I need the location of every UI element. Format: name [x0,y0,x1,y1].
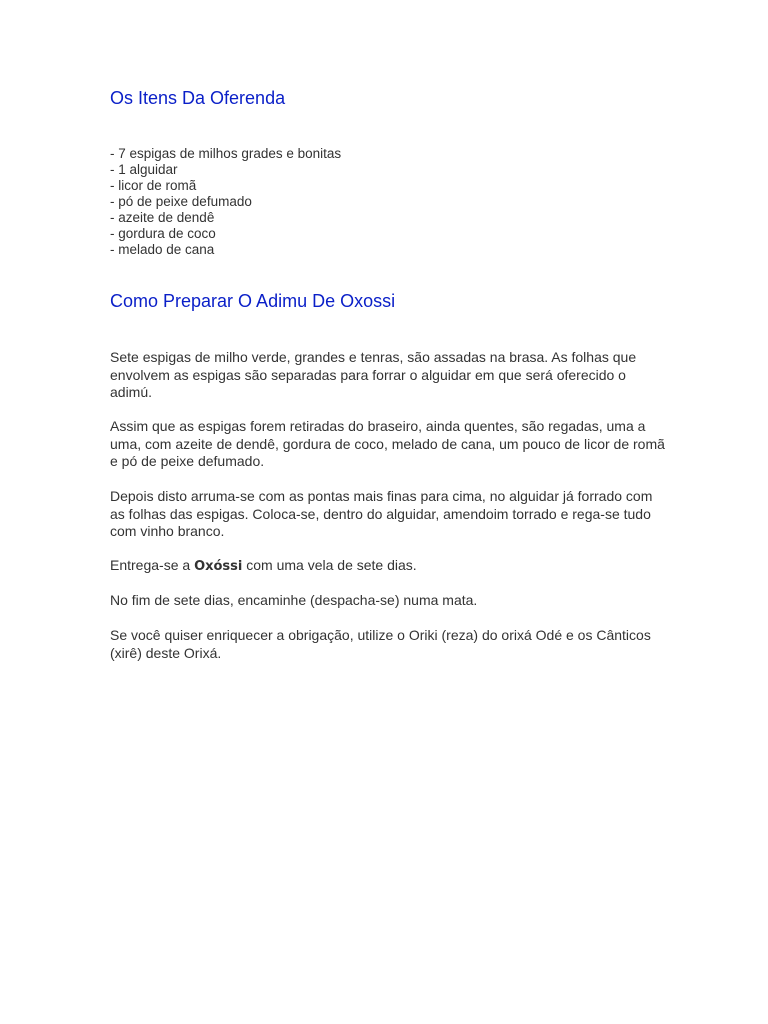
list-item: - 1 alguidar [110,162,178,177]
offering-items-list [110,146,341,258]
section-heading-items: Os Itens Da Oferenda [110,88,286,108]
list-item: - gordura de coco [110,226,216,241]
section-heading-preparation: Como Preparar O Adimu De Oxossi [110,291,396,311]
paragraph-enrich: Se você quiser enriquecer a obrigação, utilize o Oriki (reza) do orixá Odé e os Cânticos (xirê) deste Orixá. [110,627,651,661]
paragraph-roasting: Sete espigas de milho verde, grandes e tenras, são assadas na brasa. As folhas que envolvem as espigas são separadas para forrar o alguidar em que será oferecido o adimú. [110,349,637,400]
orixa-name: Oxóssi [194,559,243,574]
paragraph-basting: Assim que as espigas forem retiradas do braseiro, ainda quentes, são regadas, uma a uma, com azeite de dendê, gordura de coco, melado de cana, um pouco de licor de romã e pó de peixe defumado. [110,418,665,469]
paragraph-offering [110,557,670,576]
paragraph-arranging: Depois disto arruma-se com as pontas mais finas para cima, no alguidar já forrado com as folhas das espigas. Coloca-se, dentro do alguidar, amendoim torrado e rega-se tudo com vinho branco. [110,488,653,539]
list-item: - azeite de dendê [110,210,215,225]
paragraph-dispatch: No fim de sete dias, encaminhe (despacha-se) numa mata. [110,592,478,608]
list-item: - 7 espigas de milhos grades e bonitas [110,146,342,161]
list-item: - licor de romã [110,178,197,193]
offering-text-after: com uma vela de sete dias. [242,557,417,573]
list-item: - melado de cana [110,242,215,257]
offering-text-before: Entrega-se a [110,557,195,573]
list-item: - pó de peixe defumado [110,194,252,209]
